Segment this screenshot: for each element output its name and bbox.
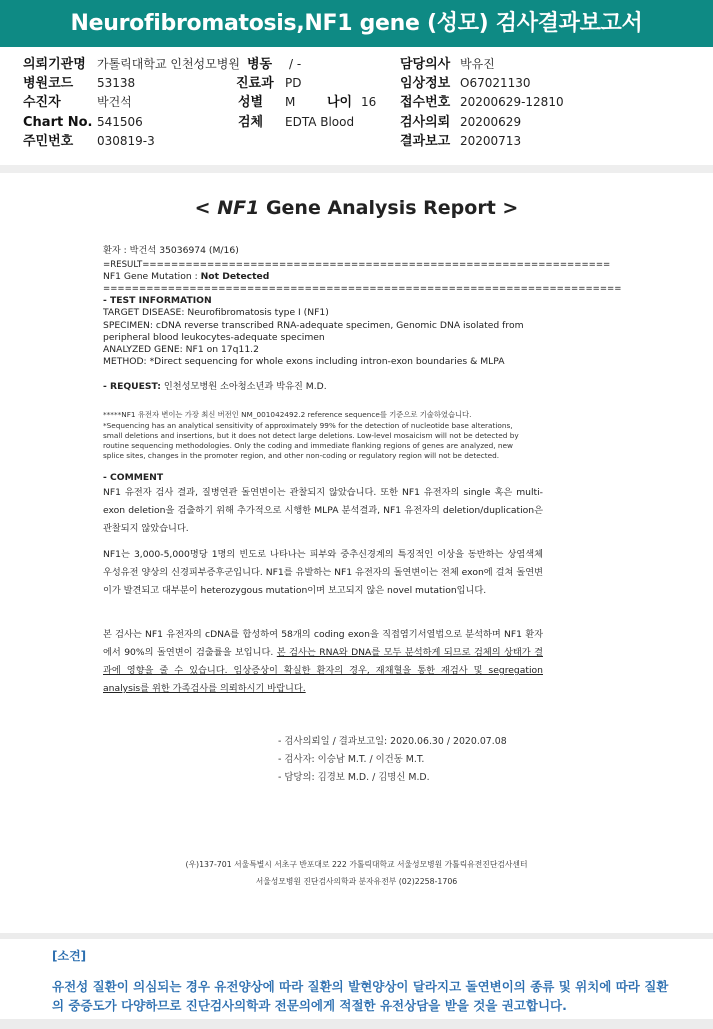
opinion-section	[0, 939, 713, 1019]
patient-line: 환자 : 박건석 35036974 (M/16)	[103, 245, 239, 256]
request-value: 인천성모병원 소아청소년과 박유진 M.D.	[160, 381, 327, 392]
heading-prefix: <	[194, 197, 218, 219]
info-label: 나이	[327, 95, 353, 110]
comment-text: 본 검사는 NF1 유전자의 cDNA를 합성하여 58개의 coding exon을 직접염기서열법으로 분석하며 NF1 환자에서 90%의 돌연변이 검출률을 보입니다.	[103, 629, 543, 658]
note-line: splice sites, changes in the promoter region, and other non-coding or regulatory region will not be detected.	[103, 451, 500, 460]
note-line: *****NF1 유전자 변이는 가장 최신 버전인 NM_001042492.2 reference sequence를 기준으로 기술하였습니다.	[103, 410, 472, 419]
info-value: 박건석	[97, 95, 132, 109]
comment-text: NF1는 3,000-5,000명당 1명의 빈도로 나타나는 피부와 중추신경계의 특징적인 이상을 동반하는 상염색체 우성유전 양상의 신경피부증후군입니다. NF1를 유발하는 NF1 유전자의 돌연변이는 전체 exon에 걸쳐 돌연변이가 발견되고 대부분이 heterozygous mutation이며 보고되지 않은 novel mutation입니다.	[103, 549, 543, 596]
heading-rest: Gene Analysis Report >	[259, 197, 519, 219]
comment-paragraph-2	[103, 546, 543, 600]
info-value: 20200629-12810	[460, 95, 564, 109]
patient-info-panel	[0, 47, 713, 165]
info-label: 접수번호	[400, 95, 451, 110]
info-label: 임상정보	[400, 76, 451, 91]
info-value: 16	[361, 95, 377, 109]
info-label: 담당의사	[400, 57, 451, 72]
info-value: / -	[289, 57, 302, 71]
method-line: METHOD: *Direct sequencing for whole exons including intron-exon boundaries & MLPA	[103, 356, 505, 367]
info-value: 20200713	[460, 134, 522, 148]
test-info-heading: - TEST INFORMATION	[103, 295, 212, 306]
heading-gene: NF1	[217, 197, 260, 219]
opinion-text: 유전성 질환이 의심되는 경우 유전양상에 따라 질환의 발현양상이 달라지고 돌연변이의 종류 및 위치에 따라 질환의 중증도가 다양하므로 진단검사의학과 전문의에게 적절한 유전상담을 받을 것을 권고합니다.	[52, 979, 669, 1013]
info-value: 53138	[97, 76, 136, 90]
result-divider: =RESULT=================================================================	[103, 260, 611, 270]
info-label: 성별	[238, 95, 264, 110]
info-label: 검사의뢰	[400, 115, 451, 130]
analyzed-gene: ANALYZED GENE: NF1 on 17q11.2	[103, 344, 259, 355]
info-value: EDTA Blood	[285, 115, 355, 129]
request-label: - REQUEST:	[103, 381, 161, 392]
comment-text: NF1 유전자 검사 결과, 질병연관 돌연변이는 관찰되지 않았습니다. 또한 NF1 유전자의 single 혹은 multi-exon deletion을 검출하기 위해 추가적으로 시행한 MLPA 분석결과, NF1 유전자의 deletion/duplication은 관찰되지 않았습니다.	[103, 487, 543, 534]
info-label: 병원코드	[23, 76, 74, 91]
note-line: *Sequencing has an analytical sensitivity of approximately 99% for the detection of nucleotide base alterations,	[103, 421, 513, 430]
report-title: Neurofibromatosis,NF1 gene (성모) 검사결과보고서	[70, 11, 643, 36]
request-report-dates: - 검사의뢰일 / 결과보고일: 2020.06.30 / 2020.07.08	[278, 736, 507, 747]
request-line	[103, 381, 327, 393]
lab-address: (우)137-701 서울특별시 서초구 반포대로 222 가톨릭대학교 서울성모병원 가톨릭유전진단검사센터	[185, 860, 528, 869]
scanned-report	[0, 173, 713, 933]
report-title-bar	[0, 0, 713, 47]
mutation-line	[103, 271, 269, 283]
info-label: 의뢰기관명	[23, 57, 86, 72]
lab-contact: 서울성모병원 진단검사의학과 분자유전부 (02)2258-1706	[255, 877, 458, 886]
comment-underlined-text: 본 검사는 RNA와 DNA를 모두 분석하게 되므로 검체의 상태가 결과에 영향을 줄 수 있습니다. 임상증상이 확실한 환자의 경우, 재채혈을 통한 재검사 및 segregation analysis를 위한 가족검사를 의뢰하시기 바랍니다.	[103, 647, 543, 694]
examiners: - 검사자: 이승남 M.T. / 이건동 M.T.	[278, 754, 425, 765]
comment-paragraph-3	[103, 626, 543, 698]
mutation-label: NF1 Gene Mutation :	[103, 271, 201, 282]
target-disease: TARGET DISEASE: Neurofibromatosis type I (NF1)	[103, 307, 329, 318]
note-line: small deletions and insertions, but it does not detect large deletions. Low-level mosaicism will not be detected by	[103, 431, 519, 440]
info-label: 주민번호	[23, 134, 74, 149]
note-line: routine sequencing methodologies. Only the coding and immediate flanking regions of genes are analyzed, new	[103, 441, 514, 450]
info-value: 541506	[97, 115, 143, 129]
info-value: M	[285, 95, 296, 109]
info-label: 진료과	[236, 76, 274, 91]
section-divider-line: ========================================================================	[103, 284, 622, 294]
info-value: PD	[285, 76, 302, 90]
specimen-line-1: SPECIMEN: cDNA reverse transcribed RNA-adequate specimen, Genomic DNA isolated from	[103, 320, 524, 331]
physicians: - 담당의: 김경보 M.D. / 김명신 M.D.	[278, 772, 430, 783]
report-heading	[0, 197, 713, 219]
info-label: 결과보고	[400, 134, 451, 149]
opinion-label: [소견]	[52, 949, 87, 963]
info-label: 병동	[247, 57, 273, 72]
info-label: 수진자	[23, 95, 61, 110]
info-value: 박유진	[460, 57, 495, 71]
specimen-line-2: peripheral blood leukocytes-adequate specimen	[103, 332, 325, 343]
info-value: 030819-3	[97, 134, 155, 148]
bottom-strip	[0, 1019, 713, 1029]
comment-heading: - COMMENT	[103, 472, 164, 483]
mutation-value: Not Detected	[200, 271, 270, 282]
info-value: O67021130	[460, 76, 531, 90]
info-label: 검체	[238, 115, 264, 130]
info-label: Chart No.	[23, 115, 93, 130]
section-divider	[0, 165, 713, 173]
comment-paragraph-1	[103, 484, 543, 538]
info-value: 가톨릭대학교 인천성모병원	[97, 57, 240, 71]
info-value: 20200629	[460, 115, 522, 129]
